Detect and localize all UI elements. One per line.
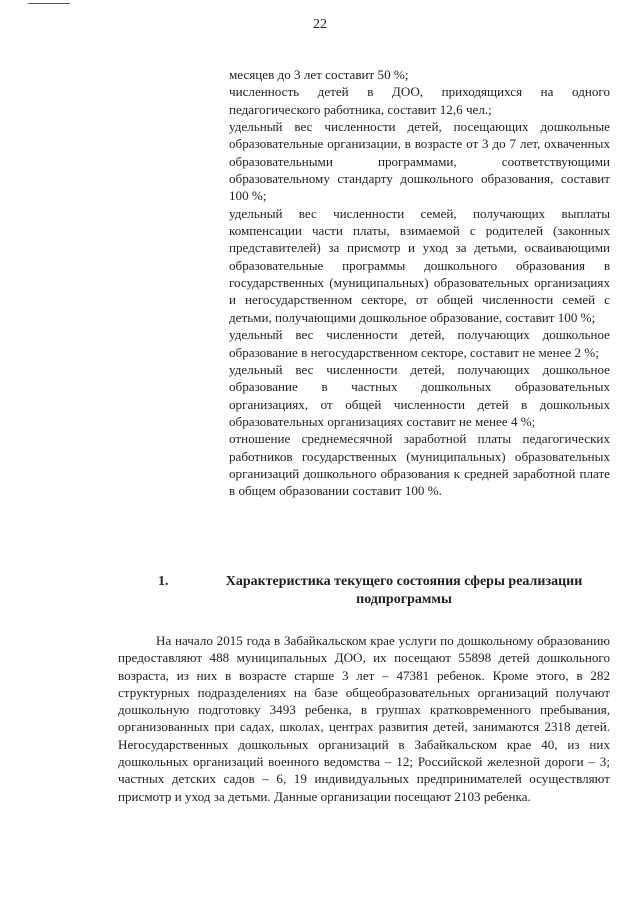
criteria-item: отношение среднемесячной заработной платы педагогических работников государственных (муниципальных) образовательных организаций дошкольного образования к средней заработной плате в общем образовании составит 100 %. bbox=[229, 431, 610, 499]
section-number: 1. bbox=[158, 574, 169, 589]
section-title: Характеристика текущего состояния сферы реализации подпрограммы bbox=[225, 574, 583, 607]
body-paragraph: На начало 2015 года в Забайкальском крае услуги по дошкольному образованию предоставляют 488 муниципальных ДОО, их посещают 55898 детей дошкольного возраста, из них в возрасте старше 3 лет – 47381 ребенок. Кроме этого, в 282 структурных подразделениях на базе общеобразовательных организаций получают дошкольную подготовку 3493 ребенка, в группах кратковременного пребывания, организованных при садах, школах, центрах развития детей, занимаются 2318 детей. Негосударственных дошкольных организаций в Забайкальском крае 40, из них дошкольных организаций военного ведомства – 12; Российской железной дороги – 3; частных детских садов – 6, 19 индивидуальных предпринимателей осуществляют присмотр и уход за детьми. Данные организации посещают 2103 ребенка. bbox=[118, 633, 610, 804]
criteria-item: удельный вес численности семей, получающих выплаты компенсации части платы, взимаемой с родителей (законных представителей) за присмотр и уход за детьми, осваивающими образовательные программы дошкольного образования в государственных (муниципальных) образовательных организациях и негосударственном секторе, от общей численности семей с детьми, получающими дошкольное образование, составит 100 %; bbox=[229, 205, 610, 325]
top-rule bbox=[28, 3, 70, 4]
criteria-item: удельный вес численности детей, получающих дошкольное образование в негосударственном секторе, составит не менее 2 %; bbox=[229, 327, 610, 360]
page-number: 22 bbox=[313, 17, 327, 32]
criteria-item: численность детей в ДОО, приходящихся на одного педагогического работника, составит 12,6 чел.; bbox=[229, 84, 610, 117]
criteria-list bbox=[229, 66, 610, 500]
criteria-item: удельный вес численности детей, посещающих дошкольные образовательные организации, в возрасте от 3 до 7 лет, охваченных образовательными программами, соответствующими образовательному стандарту дошкольного образования, составит 100 %; bbox=[229, 119, 610, 204]
section-heading bbox=[158, 573, 610, 609]
criteria-item: месяцев до 3 лет составит 50 %; bbox=[229, 67, 409, 82]
criteria-item: удельный вес численности детей, получающих дошкольное образование в частных дошкольных образовательных организациях, от общей численности детей в дошкольных образовательных организациях составит не менее 4 %; bbox=[229, 361, 610, 429]
